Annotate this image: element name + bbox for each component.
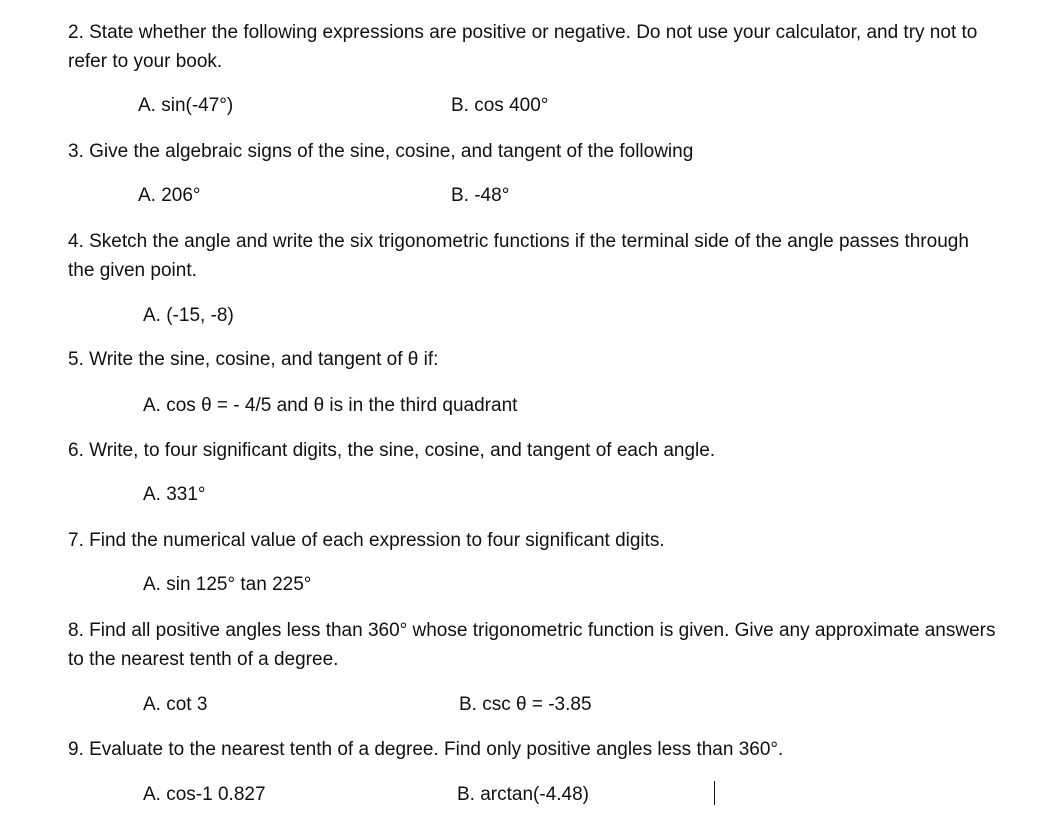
question-9-option-a: A. cos-1 0.827 xyxy=(143,784,266,805)
question-7-text: 7. Find the numerical value of each expression to four significant digits. xyxy=(68,530,665,551)
question-8-option-b: B. csc θ = -3.85 xyxy=(459,694,592,715)
text-cursor[interactable] xyxy=(714,781,715,805)
question-6-option-a: A. 331° xyxy=(143,484,206,505)
question-3-text: 3. Give the algebraic signs of the sine, cosine, and tangent of the following xyxy=(68,141,694,162)
question-2-text: 2. State whether the following expressions are positive or negative. Do not use your calculator, and try not to refer to your book. xyxy=(68,22,978,72)
question-9-text: 9. Evaluate to the nearest tenth of a degree. Find only positive angles less than 360°. xyxy=(68,739,784,760)
question-8-option-a: A. cot 3 xyxy=(143,694,208,715)
question-7-option-a: A. sin 125° tan 225° xyxy=(143,574,312,595)
question-5-text: 5. Write the sine, cosine, and tangent of θ if: xyxy=(68,349,439,370)
question-3-option-a: A. 206° xyxy=(138,185,201,206)
question-5-option-a: A. cos θ = - 4/5 and θ is in the third quadrant xyxy=(143,395,518,416)
question-2-option-a: A. sin(-47°) xyxy=(138,95,234,116)
question-2-option-b: B. cos 400° xyxy=(451,95,549,116)
question-6-text: 6. Write, to four significant digits, the sine, cosine, and tangent of each angle. xyxy=(68,440,716,461)
question-3-option-b: B. -48° xyxy=(451,185,510,206)
question-9-option-b: B. arctan(-4.48) xyxy=(457,784,589,805)
question-4-option-a: A. (-15, -8) xyxy=(143,305,234,326)
question-8-text: 8. Find all positive angles less than 360° whose trigonometric function is given. Give any approximate answers to the nearest tenth of a degree. xyxy=(68,620,996,670)
question-4-text: 4. Sketch the angle and write the six trigonometric functions if the terminal side of the angle passes through the given point. xyxy=(68,231,969,281)
